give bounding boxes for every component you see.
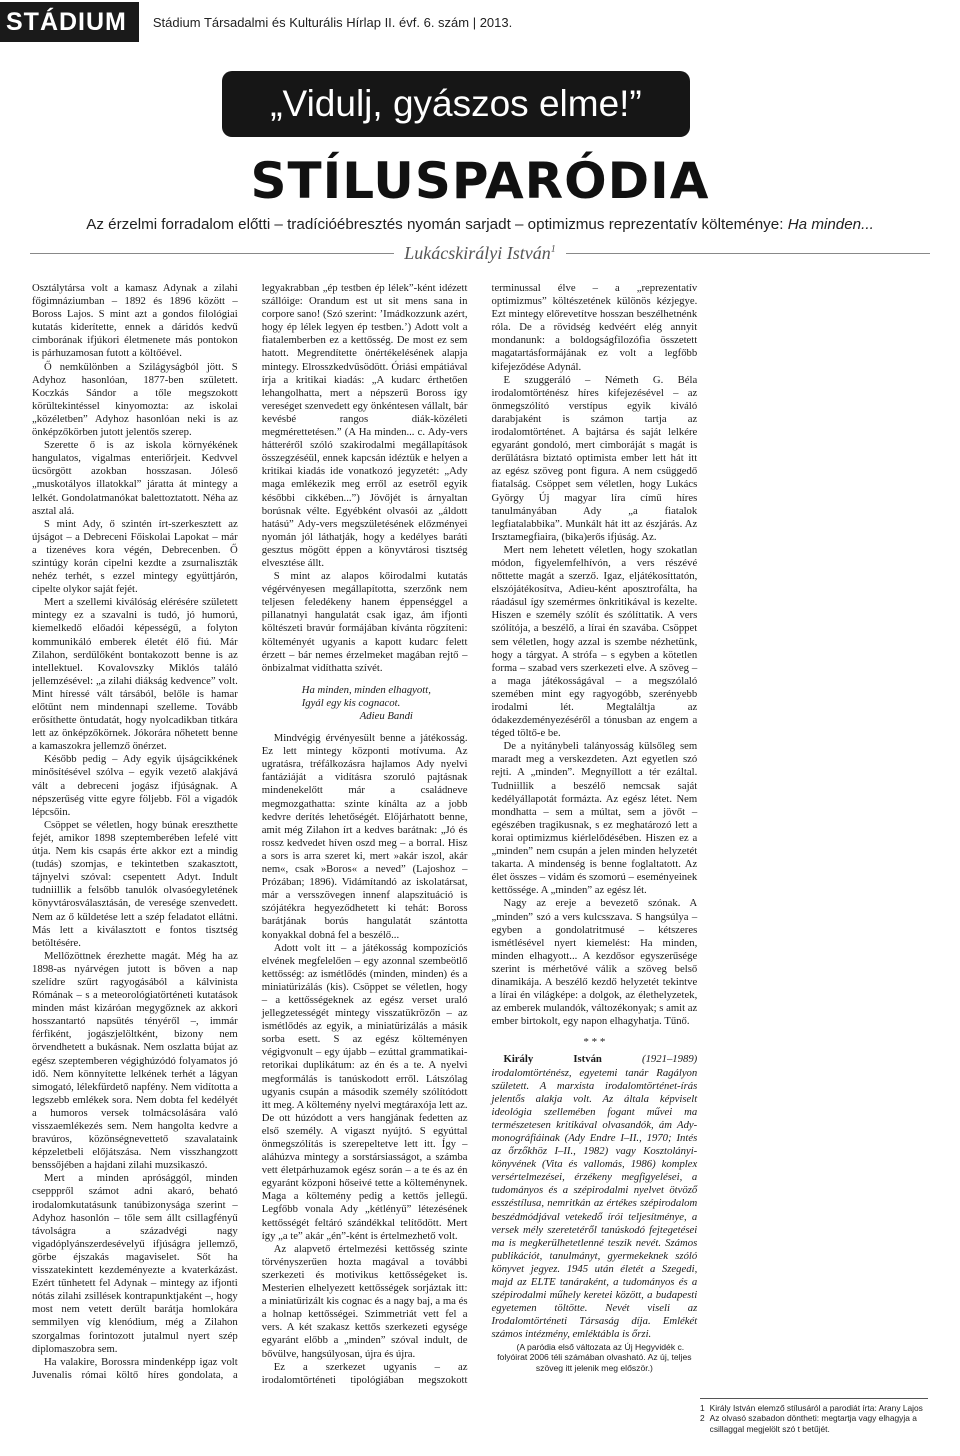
- article-paragraph: Mert a szellemi kiválóság elérésére született mintegy ez a szavalni is tudó, jó humorú, kiemelkedő előadói képességű, a folyton kommunikáló emberek életét élő fiú. Már Zilahon, serdülőként bontakozott benne is az intellektuel. Kovalovszky Miklós találó jellemzésével: „a zilahi diákság kedvence” volt. Mint híressé vált társából, belőle is hamar előtűnt nem mindennapi szelleme. Tovább erősíthette öntudatát, hogy nyolcadikban titkára lett az önképzőkörnek. Jókorára nőhetett benne a kamaszokra jellemző önérzet.: [32, 596, 238, 753]
- bio-name: Király István: [503, 1053, 602, 1066]
- footnote-1: [700, 1403, 928, 1413]
- publication-info: Stádium Társadalmi és Kulturális Hírlap II. évf. 6. szám | 2013.: [152, 14, 513, 30]
- article-paragraph: Adott volt itt – a játékosság kompozíciós elvének megfelelően – egy azonnal szembeötlő kettősség: az ismétlődés (minden, minden) és a miniatürizálás (kis). Csöppet se véletlen, hogy – a kettősségeknek az egész verset uraló jellegzetességét mintegy visszatükrözőn – az ismétlődés az egyik, a miniatürizálás a másik sorba esett. S az egész költeményen végigvonult – egy újabb – ezúttal grammatikai-retorikai duplikátum: az én és a te. A nyelvi megformálás is tanúskodott erről. Látszólag ugyanis csupán a második személy szólítódott itt meg. A költemény nyelvi megtáraxója lett az. De ott húzódott a vers hangjának fedetten az első személy. A vigaszt nyújtó. S egyúttal önmegszólítás is szerepeltetve lett itt. Így – aláhúzva mintegy a sorstársiasságot, a számba vett életpárhuzamok egész során – a te és az én egyaránt közponi hőseivé tette a költeménynek. Maga a költemény pedig a kettős jellegű. Legfőbb vonala Ady „kétlényű” létezésének kettősségét feltáró szándékkal telítődött. Mert így „a te” akár „én”-ként is értelmezhető volt.: [261, 941, 468, 1242]
- article-paragraph: Osztálytársa volt a kamasz Adynak a zilahi főgimnáziumban – 1892 és 1896 között – Boross Lajos. S mint azt a gondos filológiai kutatás kiderítette, ennek a dáridós kedvű cimborának ifjúkori életmenete más pontokon is párhuzamosan futott a költőével.: [32, 282, 238, 360]
- footnote-2: [700, 1413, 928, 1434]
- subtitle-poem-title: Ha minden...: [787, 216, 874, 233]
- publication-logo: STÁDIUM: [0, 2, 139, 42]
- author-byline: [30, 241, 930, 265]
- article-paragraph: Mert a minden aprósággól, minden csepppről számot adni akaró, beható irodalomkutatásunk tanúbizonysága szerint – Adyhoz hasonlón – tőle sem állt csillagfényű távolságra a századvégi nagy vigadóplyánszerdesévelyű ifjúságra jellemző, görbe éjszakás magaviselet. Sőt ha visszatekintett kezdeményezte a kvaterkázást. Ezért tűnhetett fel Adynak – mintegy az ifjonti nótás zilahi zsillések kontrapunktjaként –, hogy most nem vetett derült barátja homlokára semmilyen víg klenódium, még a Zilahon szorgalmas forintozott jutalmul nyert szép diplomaszobra sem.: [32, 1172, 238, 1355]
- footnote-2-text: Az olvasó szabadon döntheti: megtartja vagy elhagyja a csillaggal megjelölt szó t betűjét.: [709, 1413, 917, 1434]
- article-paragraph: S mint az alapos kőirodalmi kutatás végérvényesen megállapította, szerzőnk nem teljesen feledékeny hanem éppenséggel a pillanatnyi hangulatát csak igaz, ám ifjonti költészeti bravúr formájában kívánta rögzíteni: költeményét ugyanis a kapott kudarc felett érzett – bár nemes érzelmeket magában rejtő – önbizalmat vidíthatta szívét.: [261, 570, 468, 674]
- byline-rule-left: [30, 253, 394, 254]
- article-paragraph: Később pedig – Ady egyik újságcikkének minősítésével szólva – egyik vezető alakjává vált a debreceni jogász ifjúságnak. A népszerűség vitte egyre följebb. Föl a vigadók lépcsőin.: [32, 753, 238, 818]
- author-name: [394, 243, 565, 264]
- article-paragraph: Ez a szerkezet ugyanis – az irodalomtörténeti tipológiában megszokott terminussal élve – a „reprezentatív optimizmus” költészetének különös kézjegye. Ezt mintegy előrevetítve hosszan beszélhetnénk róla. De a rövidség kedvéért elég annyit mondanunk: a boldogságfilozófia összetett magatartásformájának ez volt a legfőbb kifejeződése Adynál.: [261, 282, 698, 1386]
- article-subtitle: [0, 216, 960, 233]
- masthead: [0, 0, 960, 44]
- article-body: [32, 282, 927, 1388]
- footnote-1-text: Király István elemző stílusáról a parodiát írta: Arany Lajos: [709, 1403, 923, 1413]
- poem-quote: [302, 684, 468, 723]
- article-paragraph: Mindvégig érvényesült benne a játékosság. Ez lett mintegy központi motívuma. Az ugratásra, tréfálkozásra hajlamos Ady nyelvi fantáziáját a vidításra szoruló pajtásnak mindenekelőtt már a családneve megmozgathatta: szinte kínálta az a jobb kedvre derítés lehetőségét. Előjárhatott benne, amit még Zilahon írt a kedves barátnak: „Jó és rossz kedvedet híven oszd meg – a borral. Hisz a sors is arra szeret ki, mert »akár iszol, akár nem«, csak »Boros« a neved” (Lajoshoz – Prózában; 1896). Vidámítandó az iskolatársat, már a versszövegen innenf alapszituáció is szójátékra hegyeződhetett ki tehát: Boross barátjának borús hangulatát szántotta konyakkal dobná fel a beszélő...: [261, 732, 468, 941]
- article-paragraph: Ha valakire, Borossra mindenképp igaz volt Juvenalis római költő híres gondolata, a legyakrabban „ép testben ép lélek”-ként idézett szállóige: Orandum est ut sit mens sana in corpore sano! (Szó szerint: ’Imádkozzunk azért, hogy ép lélek legyen ép testben.’) Adott volt a fiatalemberben ez a kettősség. De most ez sem hatott. Megrendítette önértékelésének alapja mintegy. Elrosszkedvűsödött. Óriási empátiával írja a kritikai kiadás: „A kudarc érthetően lehangolhatta, mert a népszerű Boross így vereséget szenvedett egy önkéntesen vállalt, bár kevésbé rangos diák-közéleti megmérettetésen.” (A Ha minden... c. Ady-vers hátteréről szóló szakirodalmi megállapítások összegzéséül, ennek kapcsán idéztük e helyen a kritikai kiadás ide vonatkozó jegyzetét: „Ady maga emlékezik meg erről az esetről egyik későbbi cikkében...”) Jövőjét is árnyaltan borúsnak vélte. Egyébként olvasói az „áldott hatású” Ady-vers megszületésének előzményei nyomán jól láthatják, hogy a kedélyes baráti gesztus mögött éppen a könyvtárosi tisztség elvesztése állt.: [32, 282, 468, 1381]
- footnotes: [700, 1398, 928, 1434]
- section-divider-stars: * * *: [583, 1036, 606, 1049]
- poem-line-2: Igyál egy kis cognacot.: [301, 696, 401, 709]
- author-biography: [492, 1053, 698, 1341]
- publication-note: (A paródia első változata az Új Hegyvidék c. folyóirat 2006 téli számában olvasható. Az új, teljes szöveg itt jelenik meg először.): [497, 1341, 692, 1373]
- article-paragraph: Nagy az ereje a bevezető szónak. A „minden” szó a vers kulcsszava. S hangsúlya – egyben a gondolatritmusé – kétszeres ismétlésével nyert kiemelést: Ha minden, minden elhagyott... A kezdősor egyszerűsége szerint is mérhetővé válik a szöveg belső dinamikája. A beszélő kezdő helyzetét tekintve a lírai én világképe: a dolgok, az élethelyzetek, az emberek mulandók, változékonyak; s amit az ember birtokolt, egy napon elhagyhatja. Tűnő.: [491, 897, 698, 1028]
- footnote-1-number: 1: [700, 1403, 705, 1413]
- article-title: STÍLUSPARÓDIA: [250, 152, 710, 210]
- author-name-text: Lukácskirályi István: [404, 242, 551, 263]
- article-paragraph: De a nyitánybeli talányosság külsőleg sem maradt meg a verskezdeten. Azt egyetlen szó rejti. A „minden”. Megnyíllott a tér ezáltal. Tudniillik a beszélő nemcsak saját kedélyállapotát formázta. Az egész létet. Nem mondhatta – sem a múltat, sem a jövőt – egészében tragikusnak, s ez meghatározó lett a korai optimizmus kiérlelődésében. Hiszen ez a „minden” nem csupán a jelen minden helyzetét takarta. A mindenség is benne foglaltatott. Az élet összes – vidám és szomorú – eseményeinek kettőssége. A „minden” az egész lét.: [491, 740, 698, 897]
- poem-signature: Adieu Bandi: [359, 710, 413, 722]
- article-paragraph: Az alapvető értelmezési kettősség szinte törvényszerűen hozta magával a további szerkezeti és motivikus kettősségeket is. Mesterien elhelyezett kettősségek sorjáztak itt: a miniatürizált kis cognac és a nagy baj, a ma és a holnap kettősségei. Szimmetriát vett fel a vers. A két szakasz kettős szerkezeti egysége egyaránt előbb a „minden” szóval indult, de bővülve, hangsúlyosan, újra és újra.: [261, 1242, 468, 1360]
- subtitle-text: Az érzelmi forradalom előtti – tradícióébresztés nyomán sarjadt – optimizmus reprezentatív költeménye:: [86, 216, 784, 233]
- article-paragraph: Szerette ő is az iskola környékének hangulatos, vigalmas enteriőrjeit. Kedvvel ücsörgött azokban hosszasan. Jóleső „muskotályos illatokkal” járatta át mintegy a lelkét. Gondolatmanókat balettoztatott. Néha az asztal alá.: [32, 439, 238, 517]
- article-paragraph: Mellőzöttnek érezhette magát. Még ha az 1898-as nyárvégen jutott is bőven a nap szelídre szűrt ragyogásából a kálvinista Rómának – s a meteorológiatörténeti kutatások minden mást kizáróan megygőznek az akkori hosszantartó napsütés tényéről –, immár férfiként, jogászjelöltként, bizony nem örvendhetett a bukásnak. Nem oszlatta bújat az egész szeptemberen végighúzódó folyamatos jó idő. Nem könnyítette lelkének terhét a lágyan simogató, lélekfürdető napfény. Nem vidította a legszebb emlékek sora. Nem dobta fel kedélyét a humoros versek tolmácsolására való visszaemlékezés sem. Nem hangolta kedvre a bravúros, közönségnevettető szavalataink képzeletbeli előjátszása. Nem visszhangzott benssőjében a hajdani zilahi muzsikaszó.: [32, 949, 238, 1172]
- article-paragraph: S mint Ady, ő szintén írt-szerkesztett az újságot – a Debreceni Főiskolai Lapokat – már a tizenéves kora végén, Debrecenben. Ő szintúgy korán cipelni kezdte a zsurnaliszták nehéz terhét, s ezzel mintegy együttjárón, cipelte olykor saját fejét.: [32, 517, 238, 596]
- article-paragraph: Ő nemkülönben a Szilágyságból jött. S Adyhoz hasonlóan, 1877-ben született. Koczkás Sándor a tőle megszokott körültekintéssel kinyomozta: az iskolai „közéletben” Adyhoz hasonlóan neki is az önképzőkörben jutott jelentős szerep.: [32, 360, 238, 439]
- bio-dates: (1921–1989): [642, 1053, 698, 1066]
- footnote-2-number: 2: [700, 1413, 705, 1424]
- byline-rule-right: [566, 253, 930, 254]
- article-paragraph: Mert nem lehetett véletlen, hogy szokatlan módon, figyelemfelhívón, a vers részévé nőttette magát a szerző. Igaz, eljátékosíttatón, elszójátékosítva, Adieu-ként aposztrofálta, ha ráadásul így szemérmes önkritikával is kezelte. Hiszen e személy szólít és szólíttatik. A vers szólítója, a beszélő, a lírai én szavába. Csöppet sem véletlen, hogy azzal is szembe nézhetünk, hogy a tárgyat. A strófa – s egyben a kötetlen forma – szabad vers szerkezeti elve. A szöveg – a maga játékosságával – a megszólaló szemében mint egy ragyogóbb, szerényebb irodalmi lét. Megtaláltja az ódakezdeményezéséről a tónusban az engem a téged töltő-e be.: [491, 543, 698, 740]
- poem-line-1: Ha minden, minden elhagyott,: [301, 683, 431, 696]
- bio-text: irodalomtörténész, egyetemi tanár Ragályon született. A marxista irodalomtörténet-írás jelentős alakja volt. Az általa képviselt ideológia szellemében fogant művei ma természetesen kritikával olvasandók, ám Ady-monográfiáinak (Ady Endre I–II., 1970; Intés az őrzőkhöz I–II., 1982) vagy Kosztolányi-könyvének (Vita és vallomás, 1986) komplex versértelmezései, érzékeny megfigyelései, a tudományos és a szépirodalmi nyelvet ötvöző esszéstílusa, nemritkán az értékes szépirodalom beszédmódjával vetekedő írói teljesítménye, a versek mély szeretetéről tanúskodó fejtegetései ma is megkerülhetetlenné teszik nevét. Számos publikációt, tanulmányt, gyermekeknek szóló könyvet jegyez. 1945 után életét a Szegedi, majd az ELTE tanáraként, a tudományos és a szépirodalmi műhely keretei között, a budapesti egyetemen töltötte. Nevét viseli az Irodalomtörténeti Társaság díja. Emlékét számos intézmény, emléktábla is őrzi.: [491, 1066, 698, 1341]
- article-paragraph: E szuggeráló – Németh G. Béla irodalomtörténész híres kifejezésével – az önmegszólító verstípus egyik kiváló darabjaként is számon tartja az irodalomtörténet. A bajtársa és saját lelkére egyaránt gondoló, mert cimboráját s magát is derűlátásra biztató optimista ember lett hát itt az egész szöveg pont figura. A nem csüggedő fiatalság. Csöppet sem véletlen, hogy Lukács György Új magyar líra című híres tanulmányában Ady „a fiatalok legfiatalabbika”. Munkált hát itt az észjárás. Az Irsztamegfiaira, (bika)erős ifjúság. Az.: [491, 373, 698, 543]
- author-footnote-mark: 1: [550, 243, 556, 255]
- quote-banner: „Vidulj, gyászos elme!”: [222, 71, 690, 137]
- article-paragraph: Csöppet se véletlen, hogy búnak ereszthette fejét, amikor 1898 szeptemberében lefelé vitt útja. Nem kis csapás érte akkor ezt a mindig (tudás) szomjas, e tekintetben szakasztott, tájnyelvi szóval: csepentett Adyt. Indult tudniillik a felsőbb tanulók olvasóegyletének könyvtárosválasztásán, de veresége szenvedett. Nem az ő küldetése lett a szép feladatot ellátni. Más lett a kiválasztott e fontos tisztség betöltésére.: [32, 818, 238, 949]
